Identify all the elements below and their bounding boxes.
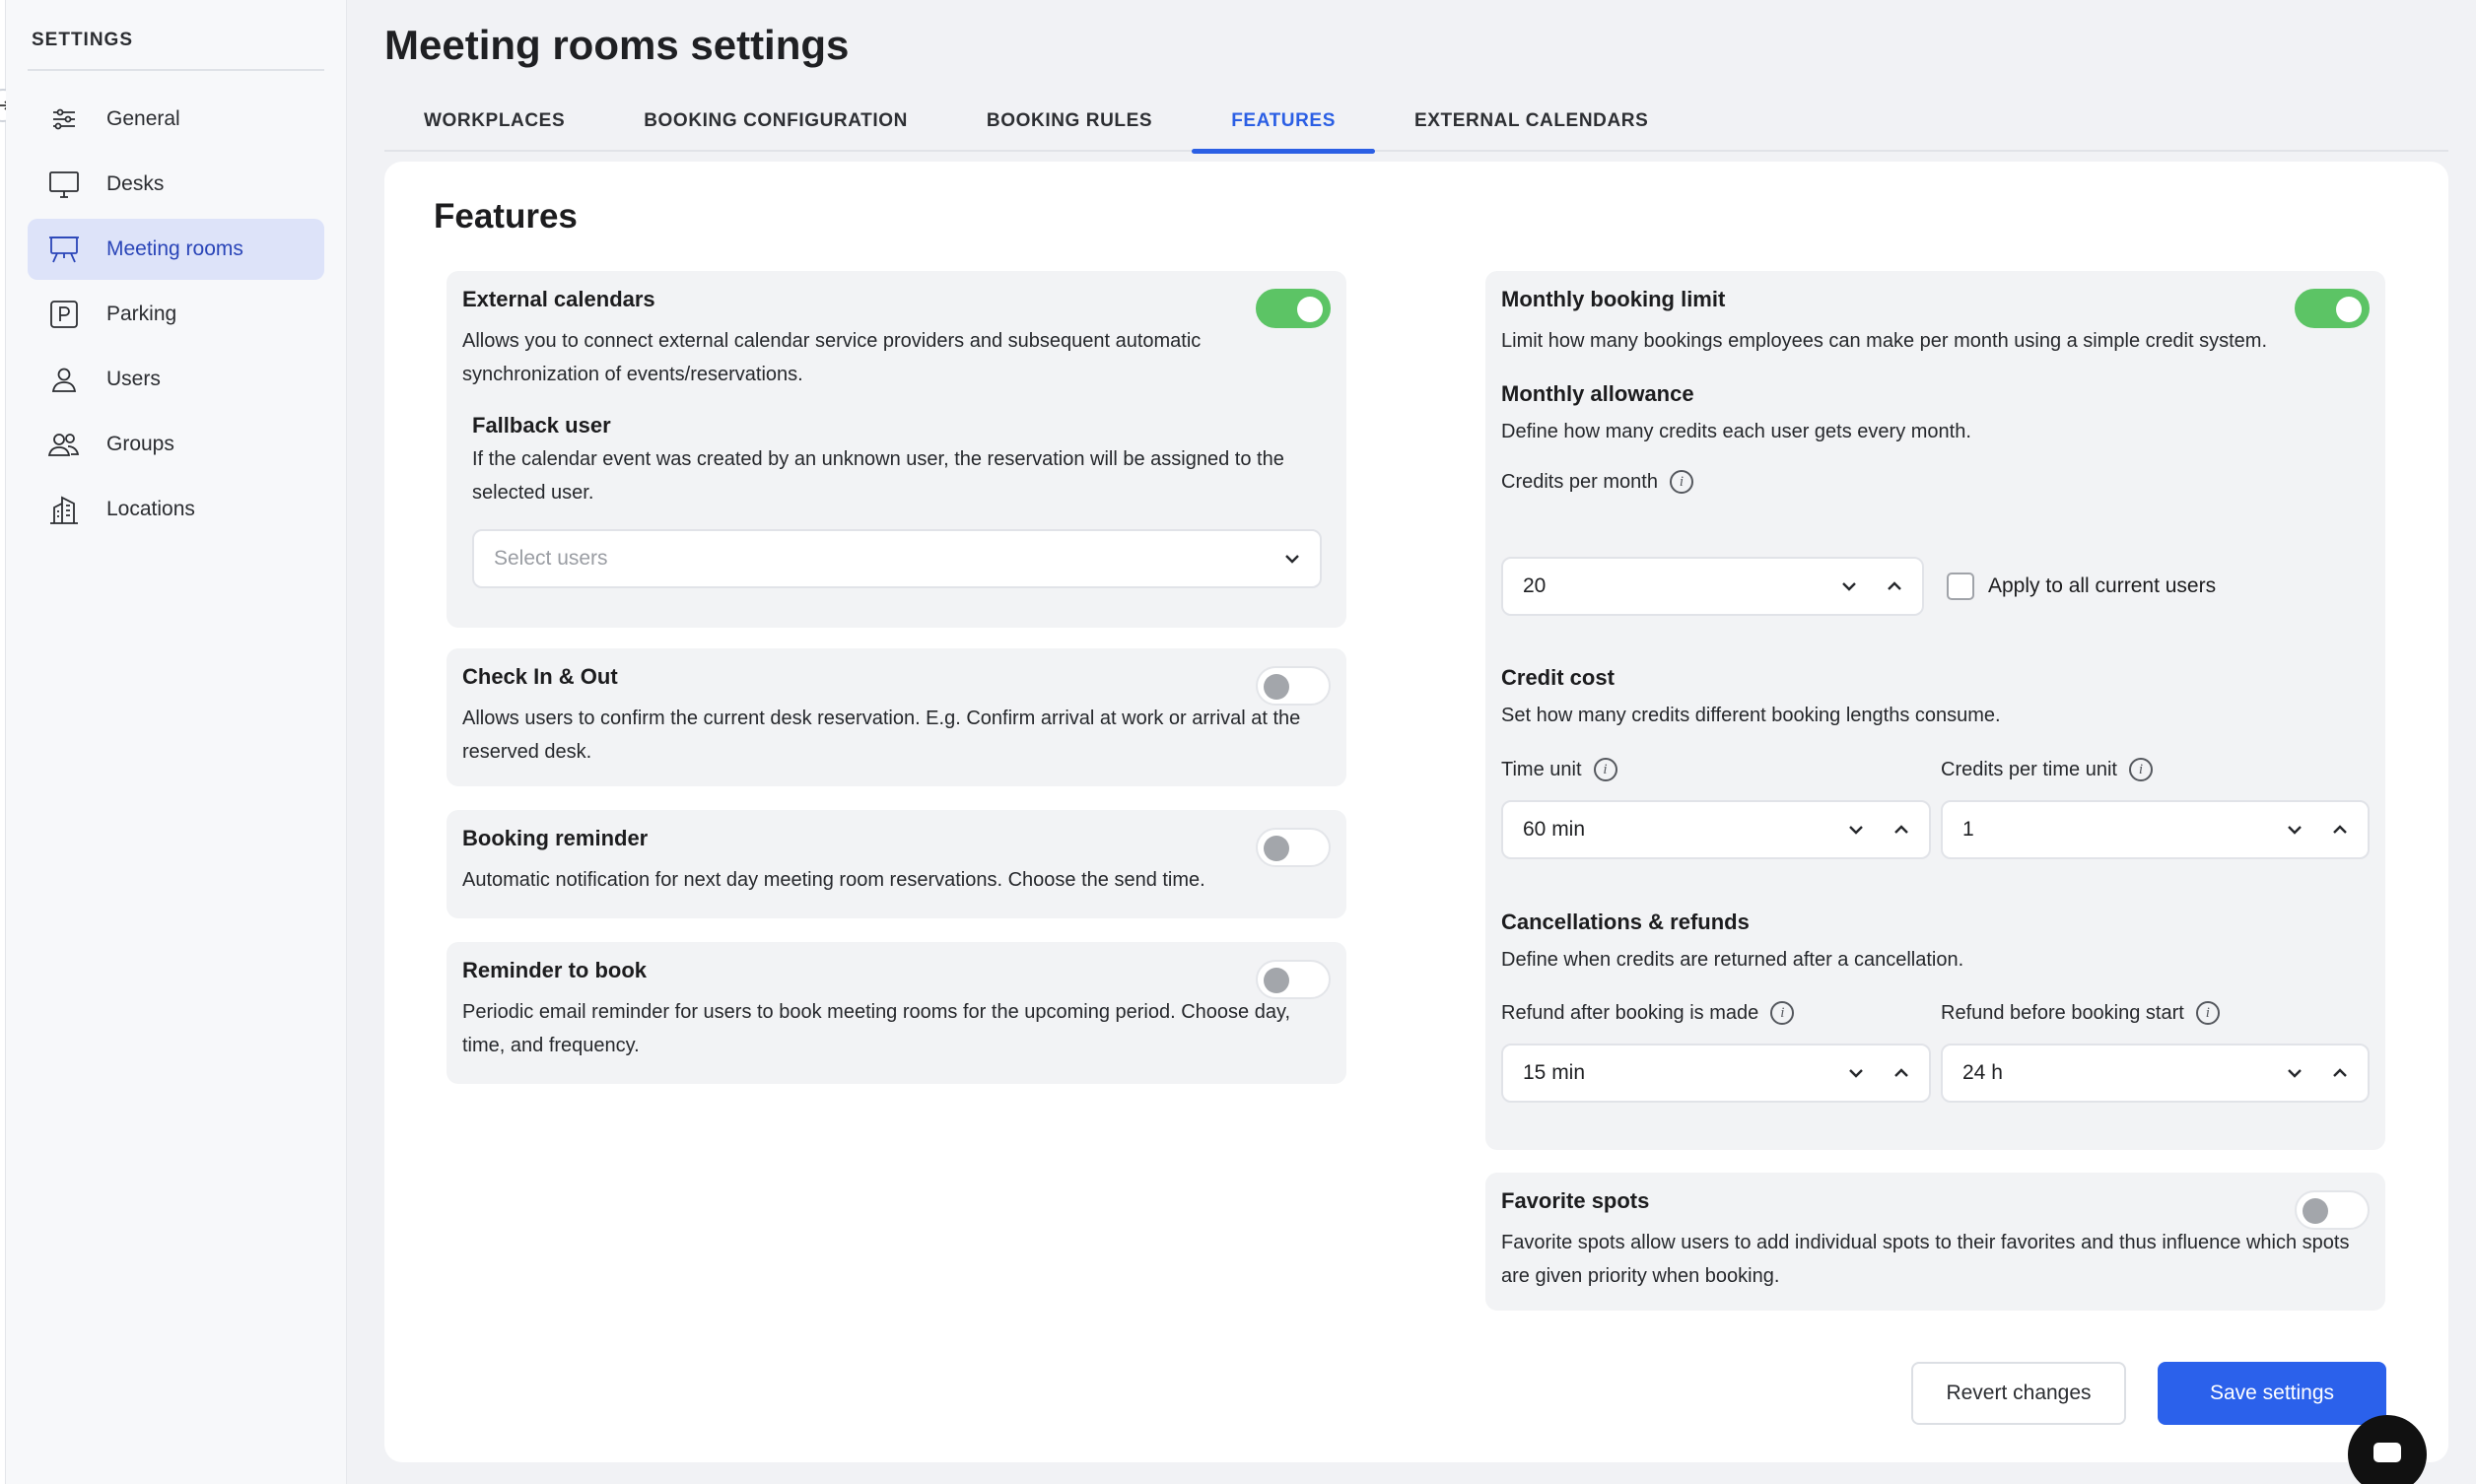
check-in-out-title: Check In & Out [462,664,618,689]
credits-per-month-input[interactable] [1501,557,1924,616]
credits-per-time-unit-input[interactable] [1941,800,2370,859]
sidebar-item-meeting-rooms[interactable] [28,219,324,280]
sidebar-item-locations[interactable] [28,479,324,540]
cancellations-title: Cancellations & refunds [1501,910,1750,934]
check-in-out-toggle[interactable] [1256,666,1331,706]
apply-to-all-row [1947,573,2216,600]
main-content [347,0,2476,1484]
features-card [384,162,2448,1462]
refund-before-stepper [2285,1046,2350,1101]
check-in-out-panel [447,648,1346,786]
booking-reminder-title: Booking reminder [462,826,649,850]
sidebar-item-groups[interactable] [28,414,324,475]
apply-to-all-label: Apply to all current users [1988,574,2217,597]
credit-cost-section [1501,665,2001,732]
time-unit-value: 60 min [1523,818,1586,841]
apply-to-all-checkbox[interactable] [1947,573,1974,600]
presentation-board-icon [47,233,81,266]
cancellations-section [1501,910,1963,977]
tab-booking-rules[interactable]: BOOKING RULES [986,110,1153,131]
reminder-to-book-toggle[interactable] [1256,960,1331,999]
monthly-booking-limit-panel [1485,271,2385,1150]
monitor-icon [47,168,81,201]
building-icon [47,493,81,526]
chat-icon [2371,1440,2404,1469]
time-unit-stepper [1846,802,1911,857]
settings-sidebar [6,0,347,1484]
monthly-booking-limit-toggle[interactable] [2295,289,2370,328]
users-group-icon [47,428,81,461]
refund-before-value: 24 h [1962,1061,2003,1084]
reminder-to-book-title: Reminder to book [462,958,648,982]
chevron-down-icon[interactable] [1846,820,1866,840]
user-icon [47,363,81,396]
external-calendars-title: External calendars [462,287,655,311]
monthly-allowance-section [1501,381,2370,494]
reminder-to-book-panel [447,942,1346,1084]
refund-before-input[interactable] [1941,1044,2370,1103]
time-unit-input[interactable] [1501,800,1931,859]
favorite-spots-panel [1485,1173,2385,1311]
chevron-up-icon[interactable] [2330,1063,2350,1083]
refund-before-label [1941,1001,2220,1025]
tab-external-calendars[interactable]: EXTERNAL CALENDARS [1413,110,1649,131]
features-title: Features [434,197,578,236]
monthly-allowance-title: Monthly allowance [1501,381,1694,406]
select-placeholder: Select users [494,547,608,570]
info-icon[interactable]: i [1594,758,1617,781]
refund-after-stepper [1846,1046,1911,1101]
chevron-down-icon [1282,549,1302,569]
booking-reminder-toggle[interactable] [1256,828,1331,867]
sidebar-item-general[interactable] [28,89,324,150]
favorite-spots-toggle[interactable] [2295,1190,2370,1230]
monthly-booking-limit-description: Limit how many bookings employees can make per month using a simple credit system. [1501,330,2268,352]
sidebar-item-desks[interactable] [28,154,324,215]
favorite-spots-description: Favorite spots allow users to add individual spots to their favorites and thus influence which spots are given priority when booking. [1501,1232,2350,1287]
chat-widget-button[interactable] [2348,1415,2427,1484]
chevron-up-icon[interactable] [1891,820,1911,840]
credits-per-time-unit-text: Credits per time unit [1941,758,2117,780]
sliders-icon [47,102,81,136]
monthly-booking-limit-title: Monthly booking limit [1501,287,1726,311]
tab-workplaces[interactable]: WORKPLACES [424,110,566,131]
credits-per-month-label [1501,470,2370,494]
page-title: Meeting rooms settings [384,22,850,68]
check-in-out-description: Allows users to confirm the current desk reservation. E.g. Confirm arrival at work or arrival at the reserved desk. [462,708,1301,763]
sidebar-item-label: Locations [106,498,195,520]
settings-tabs [384,102,2448,152]
info-icon[interactable]: i [2129,758,2153,781]
chevron-up-icon[interactable] [2330,820,2350,840]
time-unit-text: Time unit [1501,758,1582,780]
fallback-user-section [462,413,1331,509]
sidebar-item-label: Groups [106,433,174,455]
sidebar-item-users[interactable] [28,349,324,410]
monthly-allowance-description: Define how many credits each user gets every month. [1501,421,1971,442]
parking-icon [47,298,81,331]
favorite-spots-title: Favorite spots [1501,1188,1650,1213]
reminder-to-book-description: Periodic email reminder for users to book meeting rooms for the upcoming period. Choose day, time, and frequency. [462,1001,1291,1056]
refund-after-label [1501,1001,1794,1025]
external-calendars-description: Allows you to connect external calendar service providers and subsequent automatic synchronization of events/reservations. [462,330,1202,385]
chevron-up-icon[interactable] [1891,1063,1911,1083]
refund-after-input[interactable] [1501,1044,1931,1103]
info-icon[interactable]: i [1670,470,1693,494]
sidebar-item-label: General [106,107,180,130]
credits-stepper [1839,559,1904,614]
fallback-user-description: If the calendar event was created by an unknown user, the reservation will be assigned to the selected user. [472,448,1284,504]
tab-booking-configuration[interactable]: BOOKING CONFIGURATION [644,110,908,131]
sidebar-item-label: Meeting rooms [106,237,243,260]
fallback-user-title: Fallback user [472,413,611,438]
sidebar-title: SETTINGS [28,30,324,71]
refund-before-text: Refund before booking start [1941,1001,2184,1024]
chevron-down-icon[interactable] [2285,1063,2304,1083]
save-settings-button[interactable]: Save settings [2158,1362,2386,1425]
credits-per-time-unit-label [1941,758,2153,781]
credits-per-time-unit-value: 1 [1962,818,1974,841]
credits-per-month-text: Credits per month [1501,470,1658,493]
credits-per-unit-stepper [2285,802,2350,857]
chevron-down-icon[interactable] [2285,820,2304,840]
credits-per-month-value: 20 [1523,574,1547,597]
info-icon[interactable]: i [2196,1001,2220,1025]
chevron-down-icon[interactable] [1846,1063,1866,1083]
fallback-user-select[interactable] [472,529,1322,588]
sidebar-item-label: Parking [106,303,177,325]
revert-changes-button[interactable]: Revert changes [1911,1362,2126,1425]
refund-after-text: Refund after booking is made [1501,1001,1759,1024]
external-calendars-toggle[interactable] [1256,289,1331,328]
external-calendars-panel [447,271,1346,628]
sidebar-item-label: Users [106,368,161,390]
credit-cost-title: Credit cost [1501,665,1615,690]
booking-reminder-panel [447,810,1346,918]
booking-reminder-description: Automatic notification for next day meeting room reservations. Choose the send time. [462,869,1205,891]
tab-features[interactable]: FEATURES [1192,102,1375,152]
credit-cost-description: Set how many credits different booking lengths consume. [1501,705,2001,726]
time-unit-label [1501,758,1617,781]
sidebar-item-parking[interactable] [28,284,324,345]
cancellations-description: Define when credits are returned after a cancellation. [1501,949,1964,971]
refund-after-value: 15 min [1523,1061,1586,1084]
chevron-up-icon[interactable] [1885,576,1904,596]
sidebar-item-label: Desks [106,172,165,195]
info-icon[interactable]: i [1770,1001,1794,1025]
chevron-down-icon[interactable] [1839,576,1859,596]
